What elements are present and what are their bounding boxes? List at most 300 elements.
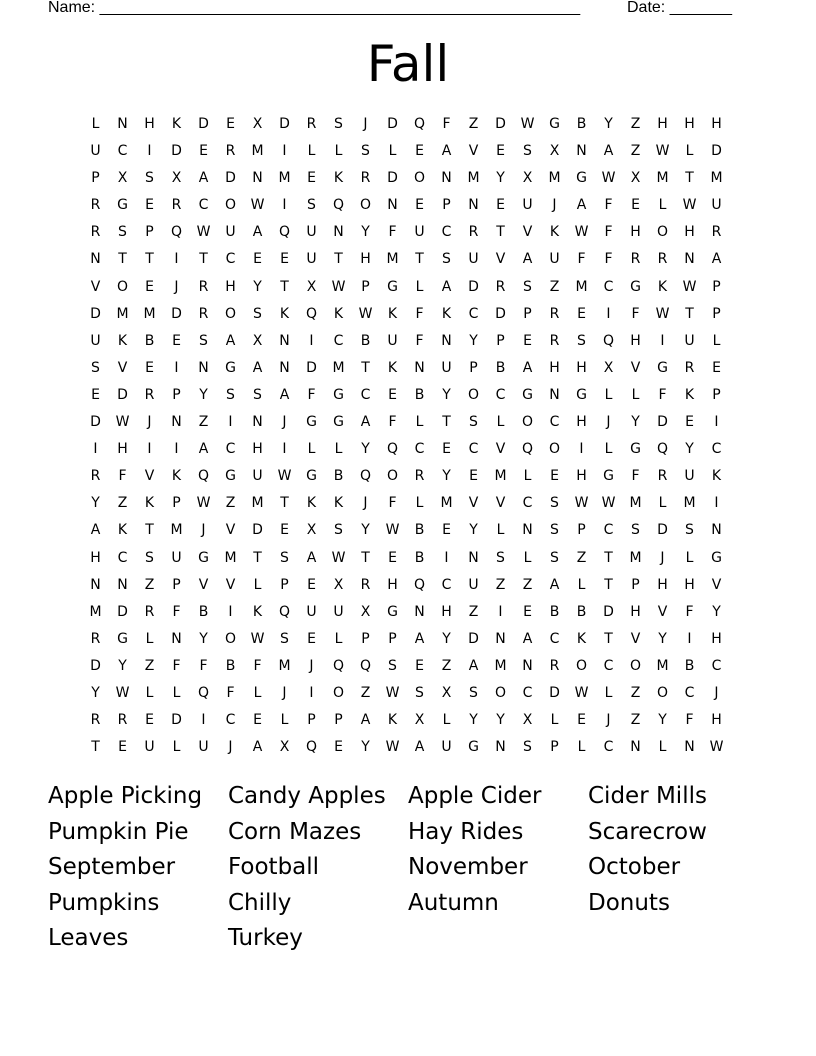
grid-letter[interactable]: W [385,522,400,539]
grid-letter[interactable]: H [711,712,722,729]
grid-letter[interactable]: Y [496,712,505,729]
grid-letter[interactable]: G [306,468,317,485]
grid-letter[interactable]: T [253,549,262,566]
grid-letter[interactable]: Y [604,116,613,132]
grid-letter[interactable]: B [495,359,506,376]
grid-letter[interactable]: C [441,576,452,593]
grid-letter[interactable]: J [606,414,611,431]
grid-letter[interactable]: S [253,386,262,403]
grid-letter[interactable]: C [117,143,128,160]
grid-letter[interactable]: F [388,414,397,431]
grid-letter[interactable]: Z [630,116,641,132]
grid-letter[interactable]: W [520,116,535,132]
grid-letter[interactable]: W [196,495,211,512]
grid-letter[interactable]: E [577,305,586,322]
grid-letter[interactable]: I [174,251,179,268]
grid-letter[interactable]: G [333,414,344,431]
grid-letter[interactable]: J [714,684,719,701]
grid-letter[interactable]: D [468,278,479,295]
grid-letter[interactable]: R [630,251,641,268]
grid-letter[interactable]: F [199,657,208,674]
grid-letter[interactable]: E [91,386,100,403]
grid-letter[interactable]: S [280,549,289,566]
grid-letter[interactable]: G [225,468,236,485]
grid-letter[interactable]: N [495,630,506,647]
grid-letter[interactable]: O [224,197,237,214]
grid-letter[interactable]: Q [305,305,318,322]
grid-letter[interactable]: D [495,116,506,132]
grid-letter[interactable]: E [712,359,721,376]
grid-letter[interactable]: E [145,712,154,729]
grid-letter[interactable]: S [469,684,478,701]
grid-letter[interactable]: F [685,603,694,620]
grid-letter[interactable]: Z [549,278,560,295]
grid-letter[interactable]: F [253,657,262,674]
grid-letter[interactable]: E [280,522,289,539]
grid-letter[interactable]: H [630,224,641,241]
grid-letter[interactable]: A [522,251,533,268]
grid-letter[interactable]: I [660,332,665,349]
grid-letter[interactable]: A [252,359,263,376]
grid-letter[interactable]: U [414,224,425,241]
grid-letter[interactable]: R [198,278,209,295]
grid-letter[interactable]: B [576,116,587,132]
grid-letter[interactable]: T [361,359,370,376]
grid-letter[interactable]: I [579,441,584,458]
grid-letter[interactable]: O [656,224,669,241]
grid-letter[interactable]: L [685,143,694,160]
grid-letter[interactable]: R [225,143,236,160]
grid-letter[interactable]: S [361,143,370,160]
grid-letter[interactable]: G [657,359,668,376]
grid-letter[interactable]: L [496,522,505,539]
grid-letter[interactable]: O [467,386,480,403]
grid-letter[interactable]: E [226,116,235,132]
grid-letter[interactable]: F [172,603,181,620]
grid-letter[interactable]: R [711,224,722,241]
grid-letter[interactable]: S [145,170,154,187]
grid-letter[interactable]: C [225,251,236,268]
grid-letter[interactable]: Y [361,441,370,458]
grid-letter[interactable]: R [414,468,425,485]
grid-letter[interactable]: Z [576,549,587,566]
grid-letter[interactable]: W [682,278,697,295]
grid-letter[interactable]: J [201,522,206,539]
grid-letter[interactable]: K [441,305,452,322]
grid-letter[interactable]: V [225,576,236,593]
grid-letter[interactable]: V [117,359,128,376]
grid-letter[interactable]: L [685,549,694,566]
grid-letter[interactable]: S [280,630,289,647]
grid-letter[interactable]: A [576,197,587,214]
grid-letter[interactable]: E [442,441,451,458]
grid-letter[interactable]: P [631,576,640,593]
grid-letter[interactable]: B [576,603,587,620]
grid-letter[interactable]: Y [442,386,451,403]
grid-letter[interactable]: F [388,224,397,241]
grid-letter[interactable]: P [172,576,181,593]
grid-letter[interactable]: G [576,386,587,403]
grid-letter[interactable]: U [306,603,317,620]
grid-letter[interactable]: M [683,495,696,512]
grid-letter[interactable]: X [252,116,263,132]
grid-letter[interactable]: Z [144,657,155,674]
grid-letter[interactable]: Q [359,468,372,485]
grid-letter[interactable]: M [278,657,291,674]
grid-letter[interactable]: A [198,441,209,458]
grid-letter[interactable]: U [333,603,344,620]
grid-letter[interactable]: Z [522,576,533,593]
grid-letter[interactable]: R [90,630,101,647]
grid-letter[interactable]: Y [658,712,667,729]
grid-letter[interactable]: S [685,522,694,539]
grid-letter[interactable]: K [171,468,182,485]
grid-letter[interactable]: Y [469,712,478,729]
grid-letter[interactable]: C [603,522,614,539]
grid-letter[interactable]: U [441,359,452,376]
grid-letter[interactable]: S [415,684,424,701]
grid-letter[interactable]: D [549,684,560,701]
grid-letter[interactable]: N [522,522,533,539]
grid-letter[interactable]: I [309,684,314,701]
grid-letter[interactable]: U [90,143,101,160]
grid-letter[interactable]: C [360,386,371,403]
grid-letter[interactable]: Y [631,414,640,431]
grid-letter[interactable]: A [711,251,722,268]
grid-letter[interactable]: D [495,305,506,322]
grid-letter[interactable]: U [441,739,452,756]
grid-letter[interactable]: E [145,197,154,214]
grid-letter[interactable]: W [655,143,670,160]
grid-letter[interactable]: J [660,549,665,566]
grid-letter[interactable]: A [252,739,263,756]
grid-letter[interactable]: W [115,414,130,431]
grid-letter[interactable]: Q [413,116,426,132]
grid-letter[interactable]: G [117,197,128,214]
grid-letter[interactable]: X [522,170,533,187]
grid-letter[interactable]: W [709,739,724,756]
grid-letter[interactable]: K [117,332,128,349]
grid-letter[interactable]: Q [278,224,291,241]
grid-letter[interactable]: A [441,278,452,295]
grid-letter[interactable]: P [712,305,721,322]
grid-letter[interactable]: T [334,251,343,268]
grid-letter[interactable]: B [225,657,236,674]
grid-letter[interactable]: E [118,739,127,756]
grid-letter[interactable]: S [523,278,532,295]
grid-letter[interactable]: T [604,630,613,647]
grid-letter[interactable]: V [225,522,236,539]
grid-letter[interactable]: E [496,197,505,214]
grid-letter[interactable]: L [172,739,181,756]
grid-letter[interactable]: H [144,116,155,132]
grid-letter[interactable]: D [90,657,101,674]
grid-letter[interactable]: P [172,386,181,403]
grid-letter[interactable]: U [468,251,479,268]
grid-letter[interactable]: F [172,657,181,674]
grid-letter[interactable]: D [603,603,614,620]
grid-letter[interactable]: C [468,305,479,322]
grid-letter[interactable]: C [522,495,533,512]
grid-letter[interactable]: A [603,143,614,160]
grid-letter[interactable]: A [360,712,371,729]
grid-letter[interactable]: A [522,630,533,647]
grid-letter[interactable]: S [199,332,208,349]
grid-letter[interactable]: X [522,712,533,729]
grid-letter[interactable]: C [414,441,425,458]
grid-letter[interactable]: E [388,386,397,403]
grid-letter[interactable]: L [145,630,154,647]
grid-letter[interactable]: E [550,468,559,485]
grid-letter[interactable]: L [712,332,721,349]
grid-letter[interactable]: N [90,251,101,268]
grid-letter[interactable]: F [658,386,667,403]
grid-letter[interactable]: M [278,170,291,187]
grid-letter[interactable]: B [549,603,560,620]
grid-letter[interactable]: G [522,386,533,403]
grid-letter[interactable]: R [549,305,560,322]
grid-letter[interactable]: X [333,576,344,593]
grid-letter[interactable]: M [116,305,129,322]
grid-letter[interactable]: D [90,414,101,431]
grid-letter[interactable]: E [415,143,424,160]
grid-letter[interactable]: C [522,684,533,701]
grid-letter[interactable]: K [171,116,182,132]
grid-letter[interactable]: K [549,224,560,241]
grid-letter[interactable]: G [711,549,722,566]
grid-letter[interactable]: X [441,684,452,701]
grid-letter[interactable]: W [250,197,265,214]
grid-letter[interactable]: D [171,712,182,729]
grid-letter[interactable]: K [333,495,344,512]
grid-letter[interactable]: Q [305,739,318,756]
grid-letter[interactable]: G [387,278,398,295]
grid-letter[interactable]: Q [332,657,345,674]
grid-letter[interactable]: C [603,657,614,674]
grid-letter[interactable]: D [90,305,101,322]
grid-letter[interactable]: I [228,603,233,620]
grid-letter[interactable]: V [144,468,155,485]
grid-letter[interactable]: N [414,359,425,376]
grid-letter[interactable]: Y [91,684,100,701]
grid-letter[interactable]: L [172,684,181,701]
grid-letter[interactable]: L [388,143,397,160]
grid-letter[interactable]: Y [91,495,100,512]
grid-letter[interactable]: B [144,332,155,349]
grid-letter[interactable]: E [253,712,262,729]
grid-letter[interactable]: A [198,170,209,187]
grid-letter[interactable]: M [332,359,345,376]
grid-letter[interactable]: U [252,468,263,485]
grid-letter[interactable]: J [282,684,287,701]
grid-letter[interactable]: X [549,143,560,160]
grid-letter[interactable]: D [117,386,128,403]
grid-letter[interactable]: H [630,603,641,620]
grid-letter[interactable]: E [388,549,397,566]
grid-letter[interactable]: K [387,359,398,376]
grid-letter[interactable]: K [333,170,344,187]
grid-letter[interactable]: C [198,197,209,214]
grid-letter[interactable]: S [334,116,343,132]
grid-letter[interactable]: L [577,576,586,593]
grid-letter[interactable]: E [631,197,640,214]
grid-letter[interactable]: P [307,712,316,729]
grid-letter[interactable]: I [201,712,206,729]
grid-letter[interactable]: V [495,441,506,458]
grid-letter[interactable]: S [307,197,316,214]
grid-letter[interactable]: L [550,712,559,729]
grid-letter[interactable]: M [440,495,453,512]
grid-letter[interactable]: J [282,414,287,431]
grid-letter[interactable]: N [117,116,128,132]
grid-letter[interactable]: E [415,657,424,674]
grid-letter[interactable]: L [658,739,667,756]
grid-letter[interactable]: S [631,522,640,539]
grid-letter[interactable]: Q [359,657,372,674]
grid-letter[interactable]: H [441,603,452,620]
grid-letter[interactable]: F [631,468,640,485]
grid-letter[interactable]: I [174,441,179,458]
grid-letter[interactable]: V [468,143,479,160]
grid-letter[interactable]: J [309,657,314,674]
grid-letter[interactable]: E [307,170,316,187]
grid-letter[interactable]: N [630,739,641,756]
grid-letter[interactable]: R [495,278,506,295]
grid-letter[interactable]: L [496,414,505,431]
grid-letter[interactable]: E [307,576,316,593]
grid-letter[interactable]: L [334,630,343,647]
grid-letter[interactable]: N [441,170,452,187]
grid-letter[interactable]: H [576,468,587,485]
grid-letter[interactable]: R [90,197,101,214]
grid-letter[interactable]: V [522,224,533,241]
grid-letter[interactable]: Q [332,197,345,214]
grid-letter[interactable]: W [601,170,616,187]
grid-letter[interactable]: I [714,495,719,512]
grid-letter[interactable]: O [332,684,345,701]
grid-letter[interactable]: I [282,197,287,214]
grid-letter[interactable]: E [307,630,316,647]
grid-letter[interactable]: E [496,143,505,160]
grid-letter[interactable]: W [385,739,400,756]
grid-letter[interactable]: Y [361,522,370,539]
grid-letter[interactable]: W [574,495,589,512]
grid-letter[interactable]: V [198,576,209,593]
grid-letter[interactable]: M [224,549,237,566]
grid-letter[interactable]: B [414,549,425,566]
grid-letter[interactable]: Y [253,278,262,295]
grid-letter[interactable]: Y [712,603,721,620]
grid-letter[interactable]: F [577,251,586,268]
grid-letter[interactable]: I [147,441,152,458]
grid-letter[interactable]: Z [144,576,155,593]
grid-letter[interactable]: Y [442,630,451,647]
grid-letter[interactable]: N [387,197,398,214]
grid-letter[interactable]: S [550,495,559,512]
grid-letter[interactable]: H [90,549,101,566]
grid-letter[interactable]: C [603,278,614,295]
grid-letter[interactable]: X [603,359,614,376]
grid-letter[interactable]: T [604,576,613,593]
grid-letter[interactable]: R [90,712,101,729]
grid-letter[interactable]: K [576,630,587,647]
grid-letter[interactable]: N [711,522,722,539]
grid-letter[interactable]: Z [441,657,452,674]
grid-letter[interactable]: Y [658,630,667,647]
grid-letter[interactable]: H [360,251,371,268]
grid-letter[interactable]: U [306,251,317,268]
grid-letter[interactable]: N [522,657,533,674]
grid-letter[interactable]: Q [197,684,210,701]
grid-letter[interactable]: L [253,576,262,593]
grid-letter[interactable]: X [117,170,128,187]
grid-letter[interactable]: R [144,386,155,403]
grid-letter[interactable]: E [172,332,181,349]
grid-letter[interactable]: L [442,712,451,729]
grid-letter[interactable]: O [224,630,237,647]
grid-letter[interactable]: B [333,468,344,485]
grid-letter[interactable]: U [171,549,182,566]
grid-letter[interactable]: S [523,143,532,160]
grid-letter[interactable]: Q [521,441,534,458]
grid-letter[interactable]: B [198,603,209,620]
grid-letter[interactable]: Y [469,332,478,349]
grid-letter[interactable]: V [630,359,641,376]
grid-letter[interactable]: S [469,414,478,431]
grid-letter[interactable]: A [360,414,371,431]
grid-letter[interactable]: S [496,549,505,566]
grid-letter[interactable]: M [386,251,399,268]
grid-letter[interactable]: E [145,278,154,295]
grid-letter[interactable]: A [90,522,101,539]
grid-letter[interactable]: G [468,739,479,756]
grid-letter[interactable]: C [684,684,695,701]
grid-letter[interactable]: L [307,441,316,458]
grid-letter[interactable]: J [552,197,557,214]
grid-letter[interactable]: E [253,251,262,268]
grid-letter[interactable]: R [144,603,155,620]
grid-letter[interactable]: D [171,143,182,160]
grid-letter[interactable]: S [145,549,154,566]
grid-letter[interactable]: U [711,197,722,214]
grid-letter[interactable]: P [91,170,100,187]
grid-letter[interactable]: U [684,332,695,349]
grid-letter[interactable]: I [282,143,287,160]
grid-letter[interactable]: W [655,305,670,322]
grid-letter[interactable]: I [714,414,719,431]
grid-letter[interactable]: D [387,170,398,187]
grid-letter[interactable]: A [441,143,452,160]
grid-letter[interactable]: Q [170,224,183,241]
grid-letter[interactable]: L [631,386,640,403]
grid-letter[interactable]: Y [685,441,694,458]
grid-letter[interactable]: N [684,739,695,756]
grid-letter[interactable]: O [224,305,237,322]
grid-letter[interactable]: R [198,305,209,322]
grid-letter[interactable]: T [145,522,154,539]
grid-letter[interactable]: P [712,278,721,295]
grid-letter[interactable]: O [629,657,642,674]
grid-letter[interactable]: G [333,386,344,403]
grid-letter[interactable]: F [118,468,127,485]
grid-letter[interactable]: C [225,712,236,729]
grid-letter[interactable]: M [656,657,669,674]
grid-letter[interactable]: N [252,414,263,431]
grid-letter[interactable]: K [711,468,722,485]
grid-letter[interactable]: O [386,468,399,485]
grid-letter[interactable]: T [685,170,694,187]
grid-letter[interactable]: L [280,712,289,729]
